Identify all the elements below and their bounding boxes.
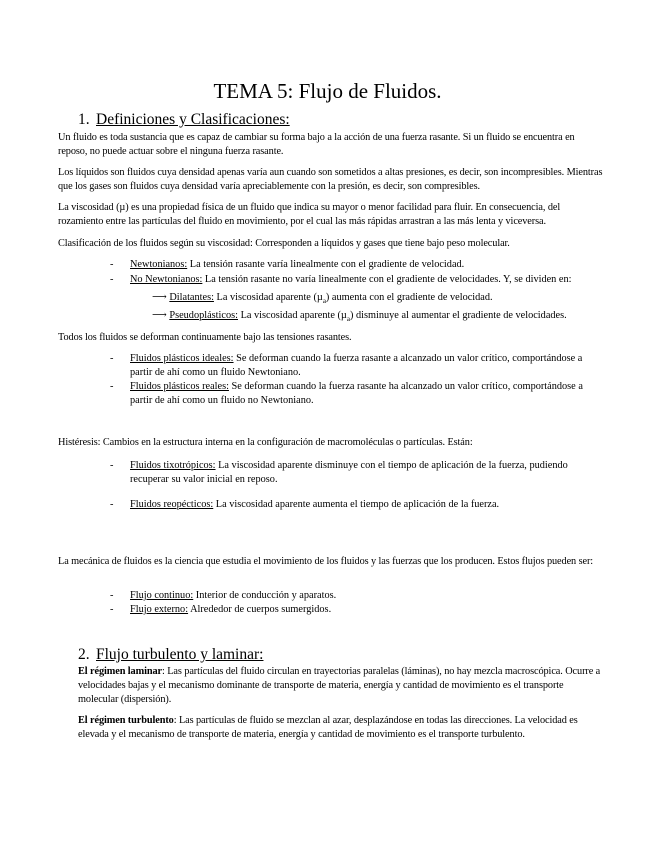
definition: La tensión rasante varía linealmente con el gradiente de velocidad.: [187, 259, 465, 270]
term: Pseudoplásticos:: [169, 310, 238, 321]
definition: Se deforman cuando la fuerza rasante ha alcanzado un valor crítico, comportándose a partir de ahí como un fluido no Newtoniano.: [130, 381, 583, 406]
term: Fluidos plásticos reales:: [130, 381, 229, 392]
section-title: Flujo turbulento y laminar:: [96, 646, 264, 663]
list-dash: -: [110, 259, 114, 270]
definition: Alrededor de cuerpos sumergidos.: [188, 604, 332, 615]
section-heading-2: [78, 646, 263, 664]
arrow-icon: ⟶: [152, 310, 167, 321]
list-dash: -: [110, 590, 114, 601]
list-dash: -: [110, 460, 114, 471]
paragraph-viscosity: La viscosidad (µ) es una propiedad física de un fluido que indica su mayor o menor facilidad para fluir. En consecuencia, del rozamiento entre las partículas del fluido en movimiento, por el cual las más rápidas arrastran a las más lenta y viceversa.: [58, 202, 561, 227]
subscript: a: [346, 315, 350, 324]
term: Flujo externo:: [130, 604, 189, 615]
definition: Interior de conducción y aparatos.: [193, 590, 337, 601]
paragraph-fluid-mechanics: La mecánica de fluidos es la ciencia que estudia el movimiento de los fluidos y las fuerzas que los producen. Estos flujos pueden ser:: [58, 556, 594, 567]
paragraph-deformation: Todos los fluidos se deforman continuamente bajo las tensiones rasantes.: [58, 332, 352, 343]
definition: : Las partículas de fluido se mezclan al azar, desplazándose en todas las direcciones. La velocidad es elevada y el mecanismo de transporte de materia, energía y cantidad de movimiento es el transporte turbulento.: [78, 715, 578, 740]
section-number: 2.: [78, 646, 90, 663]
section-number: 1.: [78, 111, 90, 128]
term: El régimen laminar: [78, 666, 162, 677]
paragraph-classification: Clasificación de los fluidos según su viscosidad: Corresponden a líquidos y gases que tiene bajo peso molecular.: [58, 238, 510, 249]
definition-post: ) aumenta con el gradiente de velocidad.: [325, 292, 493, 303]
definition-pre: La viscosidad aparente (µ: [213, 292, 323, 303]
arrow-icon: ⟶: [152, 292, 167, 303]
paragraph-hysteresis: Histéresis: Cambios en la estructura interna en la configuración de macromoléculas o partículas. Están:: [58, 437, 473, 448]
paragraph-liquids-gases: Los líquidos son fluidos cuya densidad apenas varía aun cuando son sometidos a altas presiones, es decir, son incompresibles. Mientras que los gases son fluidos cuya densidad varía apreciablemente con la presión, es decir, son compresibles.: [58, 167, 603, 192]
term: Fluidos tixotrópicos:: [130, 460, 216, 471]
paragraph-fluid-definition: Un fluido es toda sustancia que es capaz de cambiar su forma bajo a la acción de una fuerza rasante. Si un fluido se encuentra en reposo, no puede actuar sobre el ninguna fuerza rasante.: [58, 132, 575, 157]
section-heading-1: [78, 111, 290, 129]
sublist-item-dilatant: [152, 291, 602, 308]
definition: : Las partículas del fluido circulan en trayectorias paralelas (láminas), no hay mezcla macroscópica. Ocurre a velocidades bajas y el mecanismo dominante de transporte de materia, energía y cantidad de movimiento es el transporte molecular (dispersión).: [78, 666, 601, 705]
subscript: a: [322, 297, 326, 306]
term: El régimen turbulento: [78, 715, 174, 726]
sublist-item-pseudoplastic: [152, 309, 602, 326]
definition-post: ) disminuye al aumentar el gradiente de velocidades.: [349, 310, 567, 321]
definition: Se deforman cuando la fuerza rasante a alcanzado un valor crítico, comportándose a partir de ahí como un fluido Newtoniano.: [130, 353, 583, 378]
term: Flujo continuo:: [130, 590, 194, 601]
list-dash: -: [110, 381, 114, 392]
definition-pre: La viscosidad aparente (µ: [238, 310, 347, 321]
paragraph-laminar: [78, 665, 603, 707]
term: Dilatantes:: [169, 292, 214, 303]
section-title: Definiciones y Clasificaciones:: [96, 111, 290, 128]
document-title: TEMA 5: Flujo de Fluidos.: [213, 79, 442, 103]
term: Fluidos plásticos ideales:: [130, 353, 234, 364]
list-dash: -: [110, 499, 114, 510]
list-dash: -: [110, 274, 114, 285]
definition: La tensión rasante no varía linealmente con el gradiente de velocidades. Y, se dividen en:: [202, 274, 572, 285]
term: Newtonianos:: [130, 259, 188, 270]
list-dash: -: [110, 353, 114, 364]
list-dash: -: [110, 604, 114, 615]
paragraph-turbulent: [78, 714, 603, 742]
definition: La viscosidad aparente disminuye con el tiempo de aplicación de la fuerza, pudiendo recuperar su valor inicial en reposo.: [130, 460, 568, 485]
definition: La viscosidad aparente aumenta el tiempo de aplicación de la fuerza.: [213, 499, 500, 510]
term: No Newtonianos:: [130, 274, 203, 285]
term: Fluidos reopécticos:: [130, 499, 214, 510]
